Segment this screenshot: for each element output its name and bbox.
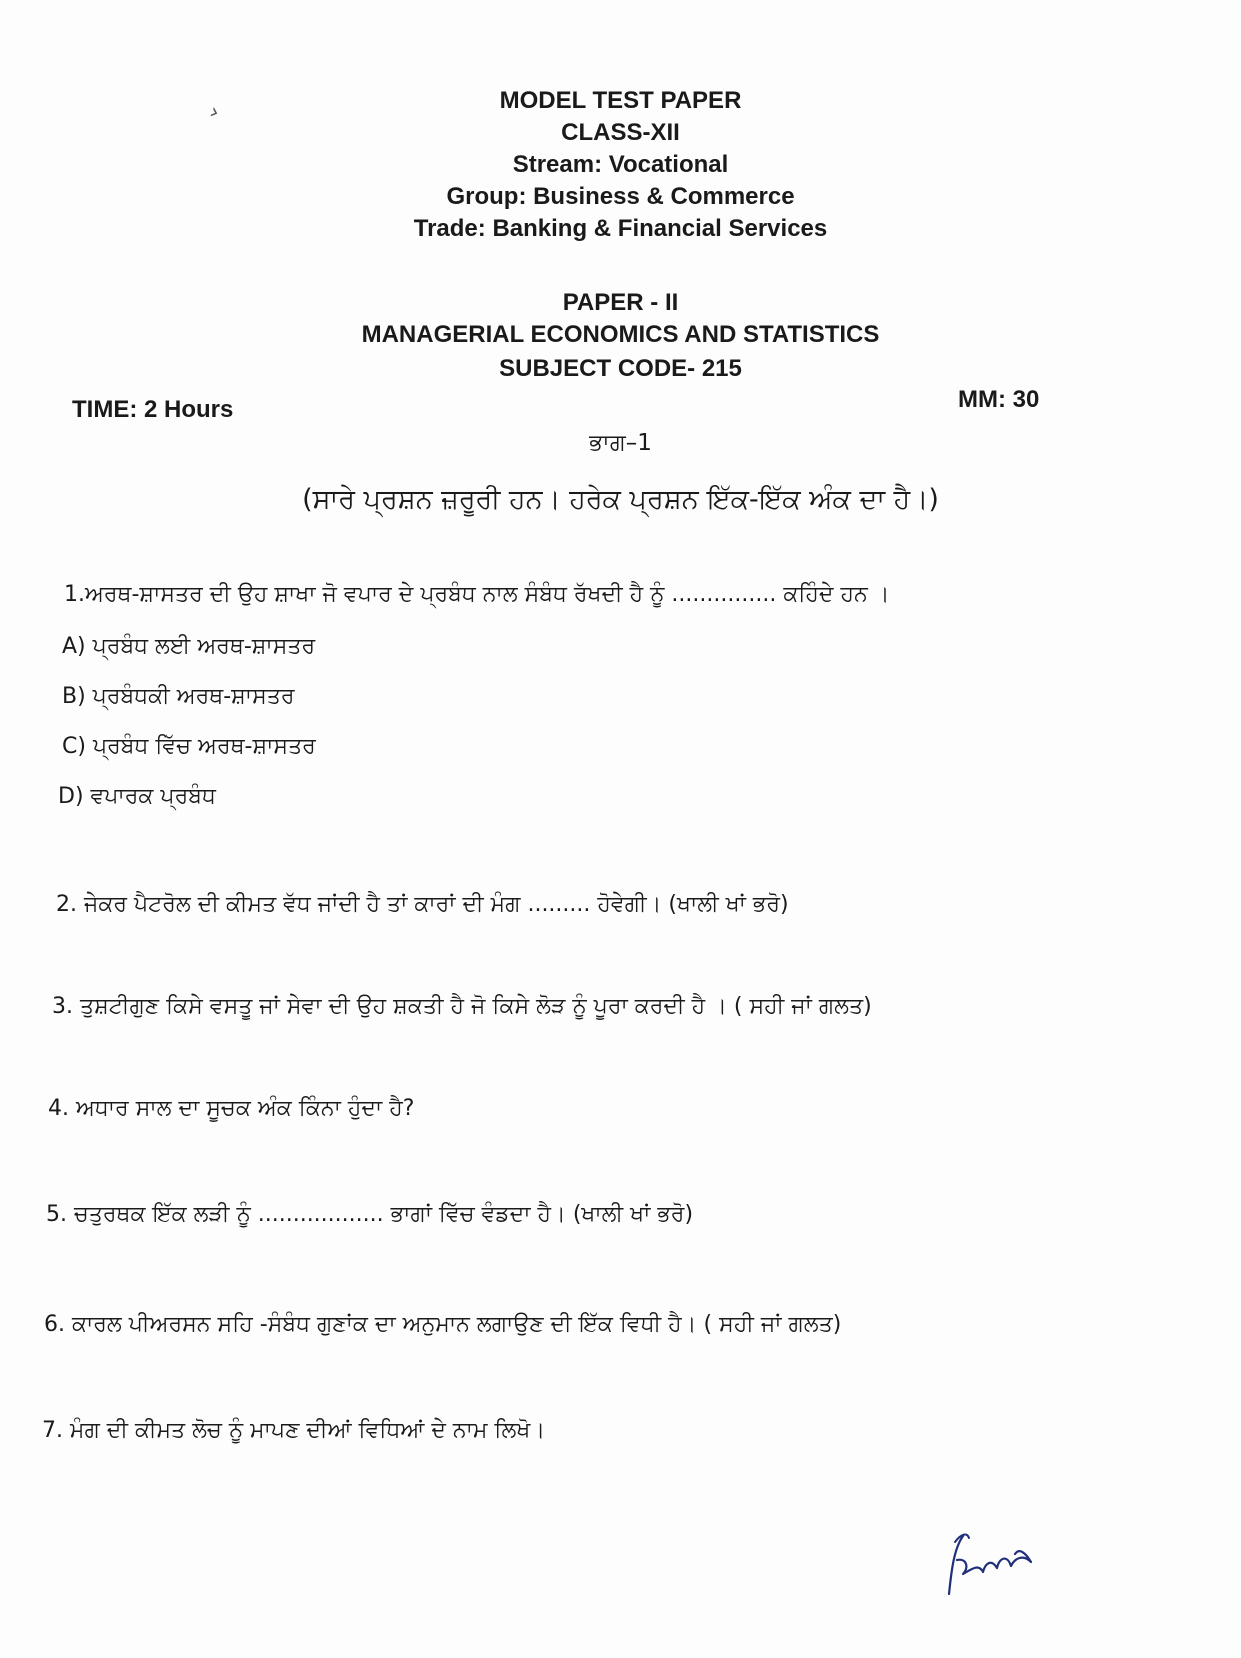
stream-line: Stream: Vocational <box>512 151 729 178</box>
section-instructions: (ਸਾਰੇ ਪ੍ਰਸ਼ਨ ਜ਼ਰੂਰੀ ਹਨ। ਹਰੇਕ ਪ੍ਰਸ਼ਨ ਇੱਕ-ਇੱਕ ਅੰਕ ਦਾ ਹੈ।) <box>302 484 939 515</box>
subject-name: MANAGERIAL ECONOMICS AND STATISTICS <box>361 321 880 348</box>
trade-line: Trade: Banking & Financial Services <box>413 215 828 242</box>
paper-number: PAPER - II <box>562 289 679 316</box>
time-allowed: TIME: 2 Hours <box>72 396 234 423</box>
question-4: 4. ਅਧਾਰ ਸਾਲ ਦਾ ਸੂਚਕ ਅੰਕ ਕਿੰਨਾ ਹੁੰਦਾ ਹੈ? <box>48 1096 415 1121</box>
question-1-option-d: D) ਵਪਾਰਕ ਪ੍ਰਬੰਧ <box>58 784 216 809</box>
group-line: Group: Business & Commerce <box>446 183 795 210</box>
stray-pen-mark: › <box>205 99 223 126</box>
question-5: 5. ਚਤੁਰਥਕ ਇੱਕ ਲੜੀ ਨੂੰ .................. ਭਾਗਾਂ ਵਿੱਚ ਵੰਡਦਾ ਹੈ। (ਖਾਲੀ ਖਾਂ ਭਰੋ) <box>46 1202 694 1227</box>
subject-code: SUBJECT CODE- 215 <box>499 355 742 382</box>
question-6: 6. ਕਾਰਲ ਪੀਅਰਸਨ ਸਹਿ -ਸੰਬੰਧ ਗੁਣਾਂਕ ਦਾ ਅਨੁਮਾਨ ਲਗਾਉਣ ਦੀ ਇੱਕ ਵਿਧੀ ਹੈ। ( ਸਹੀ ਜਾਂ ਗਲਤ) <box>44 1312 842 1337</box>
paper-title: MODEL TEST PAPER <box>499 87 742 114</box>
question-1-option-b: B) ਪ੍ਰਬੰਧਕੀ ਅਰਥ-ਸ਼ਾਸਤਰ <box>62 684 295 709</box>
class-line: CLASS-XII <box>561 119 680 146</box>
question-1: 1.ਅਰਥ-ਸ਼ਾਸਤਰ ਦੀ ਉਹ ਸ਼ਾਖਾ ਜੋ ਵਪਾਰ ਦੇ ਪ੍ਰਬੰਧ ਨਾਲ ਸੰਬੰਧ ਰੱਖਦੀ ਹੈ ਨੂੰ ............... ਕਹਿੰਦੇ ਹਨ । <box>64 582 890 607</box>
question-1-option-c: C) ਪ੍ਰਬੰਧ ਵਿੱਚ ਅਰਥ-ਸ਼ਾਸਤਰ <box>62 734 316 759</box>
question-2: 2. ਜੇਕਰ ਪੈਟਰੋਲ ਦੀ ਕੀਮਤ ਵੱਧ ਜਾਂਦੀ ਹੈ ਤਾਂ ਕਾਰਾਂ ਦੀ ਮੰਗ ......... ਹੋਵੇਗੀ। (ਖਾਲੀ ਖਾਂ ਭਰੋ) <box>56 892 789 917</box>
question-3: 3. ਤੁਸ਼ਟੀਗੁਣ ਕਿਸੇ ਵਸਤੂ ਜਾਂ ਸੇਵਾ ਦੀ ਉਹ ਸ਼ਕਤੀ ਹੈ ਜੋ ਕਿਸੇ ਲੋੜ ਨੂੰ ਪੂਰਾ ਕਰਦੀ ਹੈ । ( ਸਹੀ ਜਾਂ ਗਲਤ) <box>52 994 872 1019</box>
section-label: ਭਾਗ–1 <box>589 430 652 456</box>
examiner-signature <box>945 1528 1040 1598</box>
max-marks: MM: 30 <box>958 386 1040 413</box>
question-7: 7. ਮੰਗ ਦੀ ਕੀਮਤ ਲੋਚ ਨੂੰ ਮਾਪਣ ਦੀਆਂ ਵਿਧਿਆਂ ਦੇ ਨਾਮ ਲਿਖੋ। <box>42 1418 546 1443</box>
question-1-option-a: A) ਪ੍ਰਬੰਧ ਲਈ ਅਰਥ-ਸ਼ਾਸਤਰ <box>62 634 316 659</box>
